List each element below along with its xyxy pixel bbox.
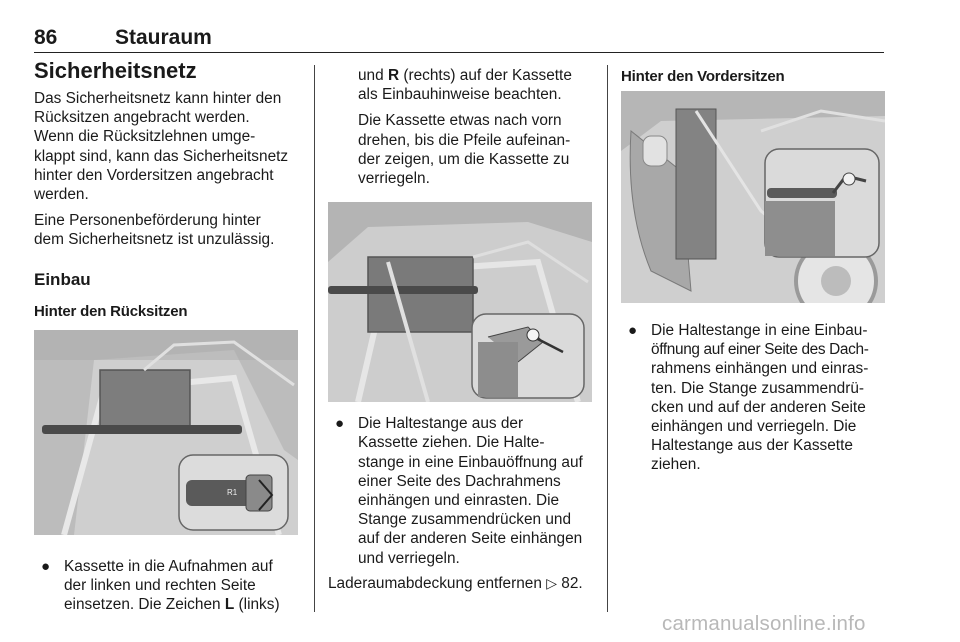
text-line: Die Kassette etwas nach vorn: [358, 112, 562, 130]
column-2: [328, 66, 596, 593]
text-line: stange in eine Einbauöffnung auf: [358, 453, 583, 471]
reference-page: 82.: [556, 574, 583, 592]
page-title: Stauraum: [115, 26, 212, 49]
text-run: und: [358, 67, 388, 84]
text-line: Kassette ziehen. Die Halte-: [358, 434, 545, 452]
text-line: [64, 595, 306, 614]
text-line: Kassette in die Aufnahmen auf: [64, 557, 273, 575]
text-line: auf der anderen Seite einhängen: [358, 530, 583, 548]
bullet-icon: ●: [41, 557, 51, 575]
reference-text: Laderaumabdeckung entfernen: [328, 574, 542, 592]
text-line: und verriegeln.: [358, 549, 460, 567]
text-run: (rechts) auf der Kassette: [399, 67, 572, 84]
list-item: [328, 414, 596, 568]
text-line: drehen, bis die Pfeile aufeinan-: [358, 131, 571, 149]
bullet-icon: ●: [628, 322, 638, 339]
warning-paragraph: [34, 211, 306, 249]
text-run: (links): [234, 596, 280, 614]
watermark: carmanualsonline.info: [662, 612, 866, 635]
arrow-right-icon: ▷: [546, 574, 557, 591]
text-line: einer Seite des Dachrahmens: [358, 472, 561, 490]
text-line: einhängen und verriegeln. Die: [651, 418, 857, 436]
bullet-icon: ●: [335, 415, 345, 433]
text-line: einhängen und einrasten. Die: [358, 492, 560, 510]
text-line: Stange zusammendrücken und: [358, 511, 572, 529]
column-divider: [607, 65, 608, 612]
text-line: ziehen.: [651, 456, 701, 474]
text-line: Eine Personenbeförderung hinter: [34, 212, 261, 230]
page-number: 86: [34, 26, 58, 49]
marker-l: L: [224, 596, 235, 614]
text-line: Rücksitzen angebracht werden.: [34, 109, 250, 127]
text-line: Die Haltestange aus der: [358, 415, 524, 433]
subheading-front-seats: Hinter den Vordersitzen: [621, 68, 785, 85]
column-1: [34, 58, 306, 614]
text-line: Wenn die Rücksitzlehnen umge-: [34, 128, 256, 146]
text-line: der linken und rechten Seite: [64, 576, 256, 594]
section-heading: Sicherheitsnetz: [34, 58, 197, 83]
figure-rear-seats: [34, 330, 298, 535]
text-line: dem Sicherheitsnetz ist unzulässig.: [34, 231, 275, 249]
text-line: klappt sind, kann das Sicherheitsnetz: [34, 147, 289, 165]
text-line: der zeigen, um die Kassette zu: [358, 150, 570, 168]
text-line: ten. Die Stange zusammendrü-: [651, 379, 865, 397]
figure-roof-bar: [328, 202, 592, 402]
text-line: rahmens einhängen und einras-: [651, 360, 869, 378]
text-line: werden.: [34, 186, 89, 204]
list-item-continued: [328, 111, 596, 188]
text-line: [358, 66, 596, 85]
text-line: als Einbauhinweise beachten.: [358, 86, 562, 104]
marker-r: R: [387, 67, 400, 84]
text-line: hinter den Vordersitzen angebracht: [34, 166, 274, 184]
figure-label-r1: R1: [227, 487, 238, 497]
list-item-continued: [328, 66, 596, 104]
text-run: einsetzen. Die Zeichen: [64, 596, 225, 614]
column-3: [621, 67, 891, 475]
column-divider: [314, 65, 315, 612]
subheading-rear-seats: Hinter den Rücksitzen: [34, 302, 188, 320]
figure-front-seats: [621, 91, 885, 303]
list-item: [621, 321, 891, 475]
list-item: [34, 557, 306, 615]
intro-paragraph: [34, 89, 306, 204]
text-line: öffnung auf einer Seite des Dach-: [651, 341, 869, 359]
text-line: cken und auf der anderen Seite: [651, 398, 866, 416]
text-line: Haltestange aus der Kassette: [651, 437, 853, 455]
cross-reference[interactable]: [328, 574, 596, 593]
subheading-einbau: Einbau: [34, 269, 91, 289]
text-line: Die Haltestange in eine Einbau-: [651, 322, 868, 339]
page-header: [34, 24, 884, 53]
text-line: Das Sicherheitsnetz kann hinter den: [34, 90, 282, 107]
text-line: verriegeln.: [358, 170, 430, 188]
